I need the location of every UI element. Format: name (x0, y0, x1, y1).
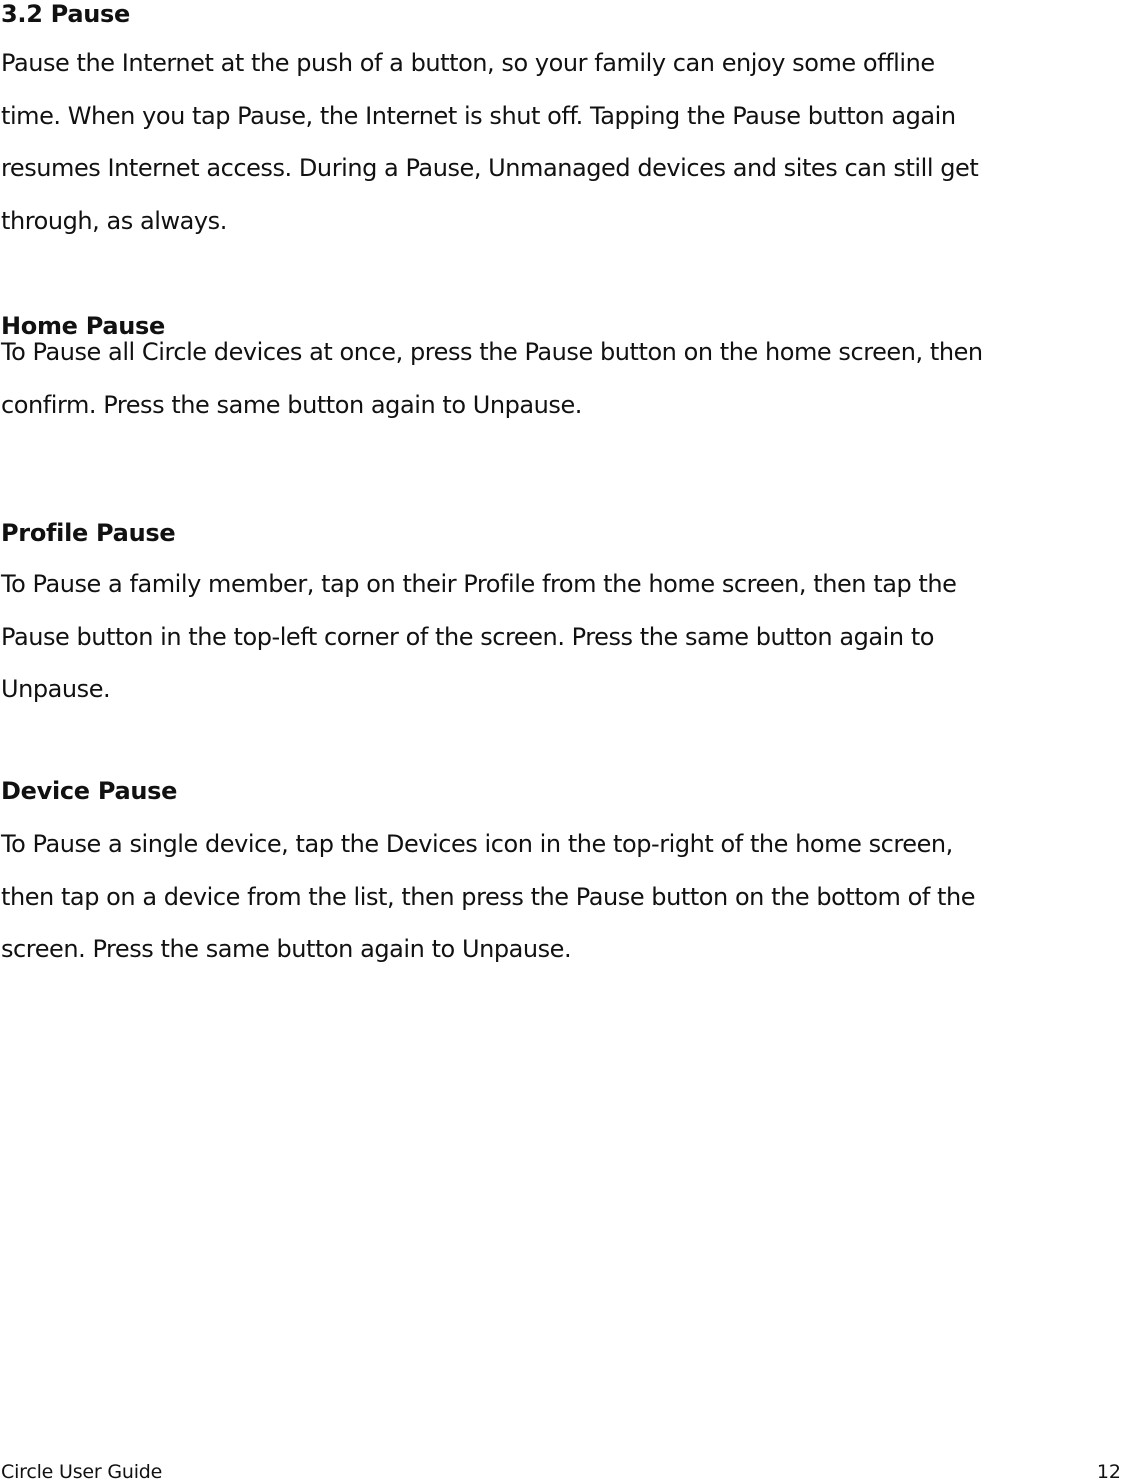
device-pause-line: To Pause a single device, tap the Devices icon in the top-right of the home screen, (1, 830, 953, 858)
home-pause-line: confirm. Press the same button again to Unpause. (1, 390, 582, 419)
footer-page-number: 12 (1096, 1461, 1121, 1483)
profile-pause-line: Pause button in the top-left corner of the screen. Press the same button again to (1, 622, 935, 651)
device-pause-heading: Device Pause (1, 777, 178, 805)
home-pause-paragraph (1, 326, 1123, 431)
intro-line: through, as always. (1, 206, 227, 235)
intro-paragraph (1, 37, 1123, 247)
intro-line: resumes Internet access. During a Pause, Unmanaged devices and sites can still get (1, 154, 979, 182)
device-pause-line: screen. Press the same button again to Unpause. (1, 935, 572, 963)
intro-line: Pause the Internet at the push of a button, so your family can enjoy some offline (1, 49, 935, 77)
device-pause-paragraph (1, 818, 1123, 976)
intro-line: time. When you tap Pause, the Internet is shut off. Tapping the Pause button again (1, 101, 956, 130)
home-pause-heading: Home Pause (1, 312, 166, 340)
section-heading: 3.2 Pause (1, 0, 130, 28)
profile-pause-heading: Profile Pause (1, 519, 176, 547)
profile-pause-line: Unpause. (1, 675, 111, 703)
profile-pause-paragraph (1, 558, 1123, 716)
profile-pause-line: To Pause a family member, tap on their Profile from the home screen, then tap the (1, 570, 957, 598)
home-pause-line: To Pause all Circle devices at once, press the Pause button on the home screen, then (1, 338, 983, 366)
footer-guide-title: Circle User Guide (1, 1461, 163, 1483)
device-pause-line: then tap on a device from the list, then press the Pause button on the bottom of the (1, 882, 976, 911)
